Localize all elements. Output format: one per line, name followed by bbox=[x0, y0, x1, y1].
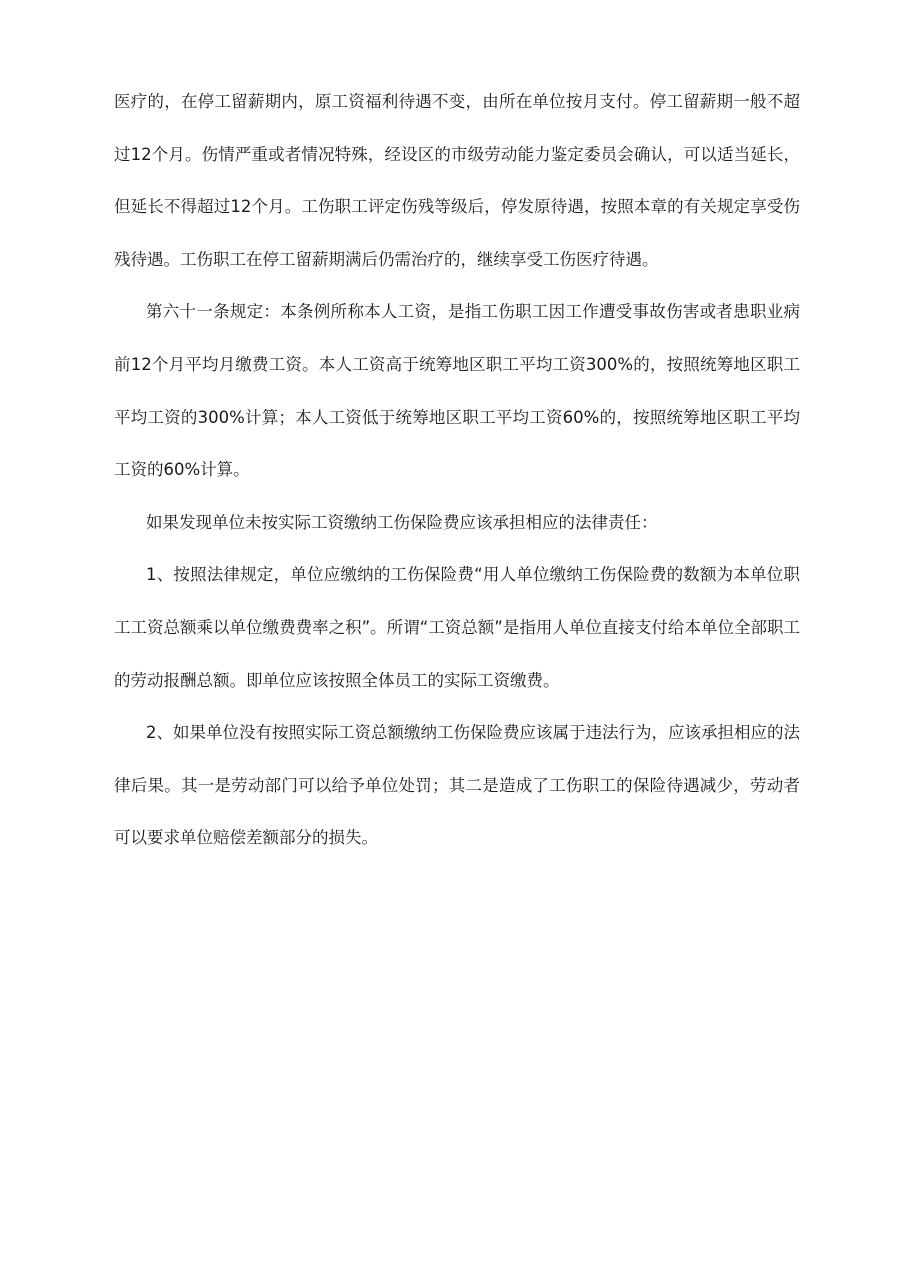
paragraph-point-2: 2、如果单位没有按照实际工资总额缴纳工伤保险费应该属于违法行为，应该承担相应的法律后果。其一是劳动部门可以给予单位处罚；其二是造成了工伤职工的保险待遇减少，劳动者可以要求单位赔偿差额部分的损失。 bbox=[114, 723, 800, 848]
document-body bbox=[114, 76, 800, 865]
paragraph-point-1: 1、按照法律规定，单位应缴纳的工伤保险费“用人单位缴纳工伤保险费的数额为本单位职工工资总额乘以单位缴费费率之积”。所谓“工资总额”是指用人单位直接支付给本单位全部职工的劳动报酬总额。即单位应该按照全体员工的实际工资缴费。 bbox=[114, 565, 800, 690]
paragraph-article-61: 第六十一条规定：本条例所称本人工资，是指工伤职工因工作遭受事故伤害或者患职业病前12个月平均月缴费工资。本人工资高于统筹地区职工平均工资300%的，按照统筹地区职工平均工资的300%计算；本人工资低于统筹地区职工平均工资60%的，按照统筹地区职工平均工资的60%计算。 bbox=[114, 302, 800, 480]
paragraph-sick-leave-continuation: 医疗的，在停工留薪期内，原工资福利待遇不变，由所在单位按月支付。停工留薪期一般不超过12个月。伤情严重或者情况特殊，经设区的市级劳动能力鉴定委员会确认，可以适当延长，但延长不得超过12个月。工伤职工评定伤残等级后，停发原待遇，按照本章的有关规定享受伤残待遇。工伤职工在停工留薪期满后仍需治疗的，继续享受工伤医疗待遇。 bbox=[114, 92, 800, 269]
paragraph-legal-liability-intro: 如果发现单位未按实际工资缴纳工伤保险费应该承担相应的法律责任： bbox=[146, 512, 658, 532]
